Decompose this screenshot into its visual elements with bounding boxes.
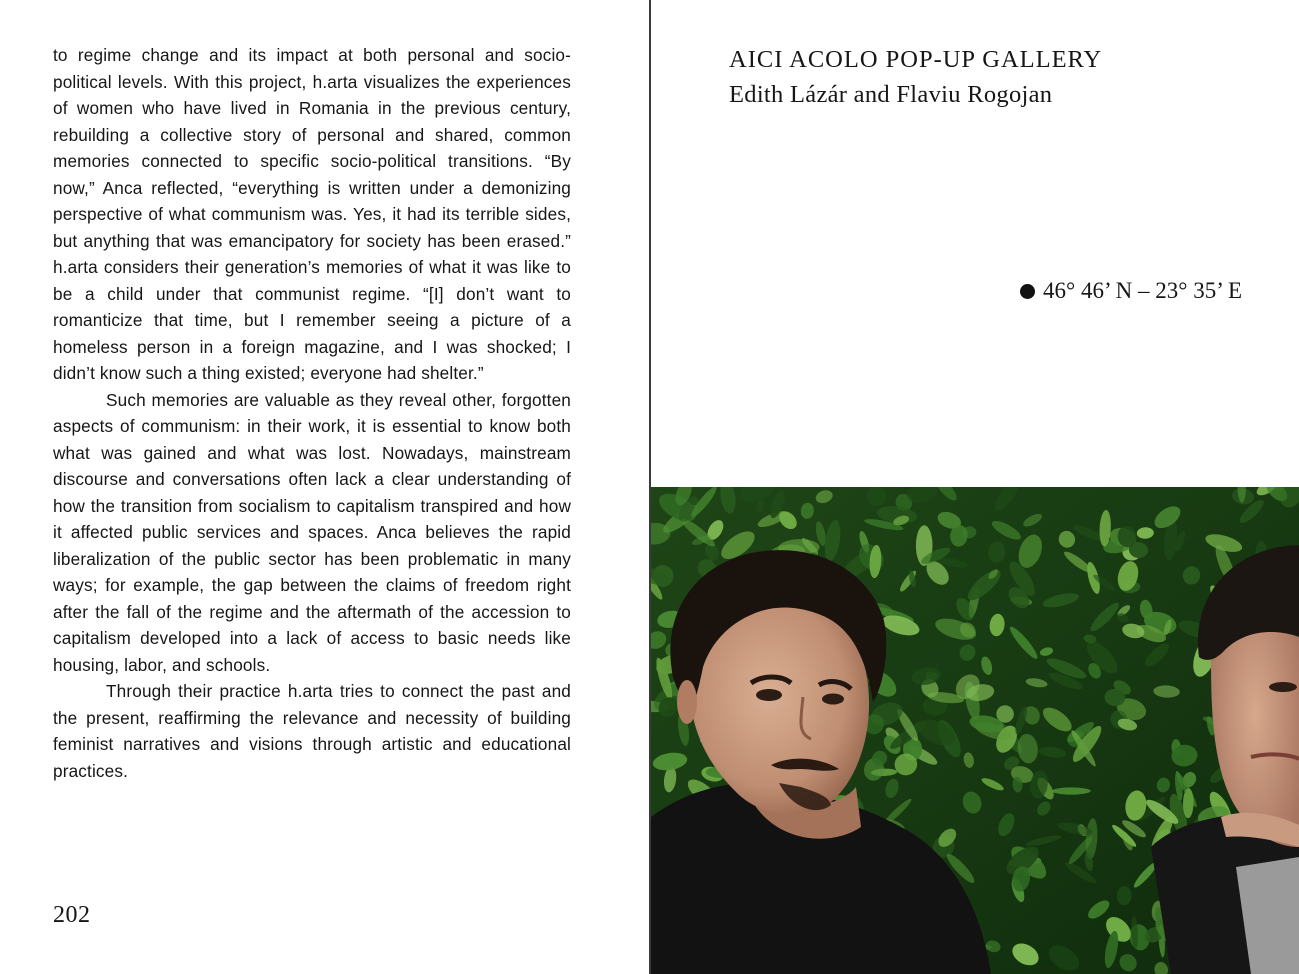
portrait-photo-image bbox=[651, 487, 1299, 974]
paragraph-1: to regime change and its impact at both personal and socio-political levels. With this project, h.arta visualizes the experiences of women who have lived in Romania in the previous century, rebuilding a collective story of personal and shared, common memories connected to specific socio-political transitions. “By now,” Anca reflected, “everything is written under a demonizing perspective of what communism was. Yes, it had its terrible sides, but anything that was emancipatory for society has been erased.” h.arta considers their generation’s memories of what it was like to be a child under that communist regime. “[I] don’t want to romanticize that time, but I remember seeing a picture of a homeless person in a foreign magazine, and I was shocked; I didn’t know such a thing existed; everyone had shelter.” bbox=[53, 45, 571, 383]
page-number: 202 bbox=[53, 902, 91, 928]
coordinates-text: 46° 46’ N – 23° 35’ E bbox=[1043, 278, 1242, 303]
paragraph-3: Through their practice h.arta tries to connect the past and the present, reaffirming the relevance and necessity of building feminist narratives and visions through artistic and educational practices. bbox=[53, 681, 571, 781]
paragraph-2: Such memories are valuable as they reveal other, forgotten aspects of communism: in their work, it is essential to know both what was gained and what was lost. Nowadays, mainstream discourse and conversations often lack a clear understanding of how the transition from socialism to capitalism transpired and how it affected public services and spaces. Anca believes the rapid liberalization of the public sector has been problematic in many ways; for example, the gap between the claims of freedom right after the fall of the regime and the aftermath of the accession to capitalism developed into a lack of access to basic needs like housing, labor, and schools. bbox=[53, 389, 571, 675]
coordinates bbox=[1020, 278, 1242, 304]
location-dot-icon bbox=[1020, 284, 1035, 299]
right-page bbox=[651, 0, 1299, 974]
leaf bbox=[1052, 787, 1091, 794]
body-text bbox=[53, 42, 571, 784]
gallery-artists: Edith Lázár and Flaviu Rogojan bbox=[729, 81, 1053, 108]
gallery-title: AICI ACOLO POP-UP GALLERY bbox=[729, 46, 1103, 73]
portrait-photo bbox=[651, 487, 1299, 974]
left-page bbox=[0, 0, 649, 974]
